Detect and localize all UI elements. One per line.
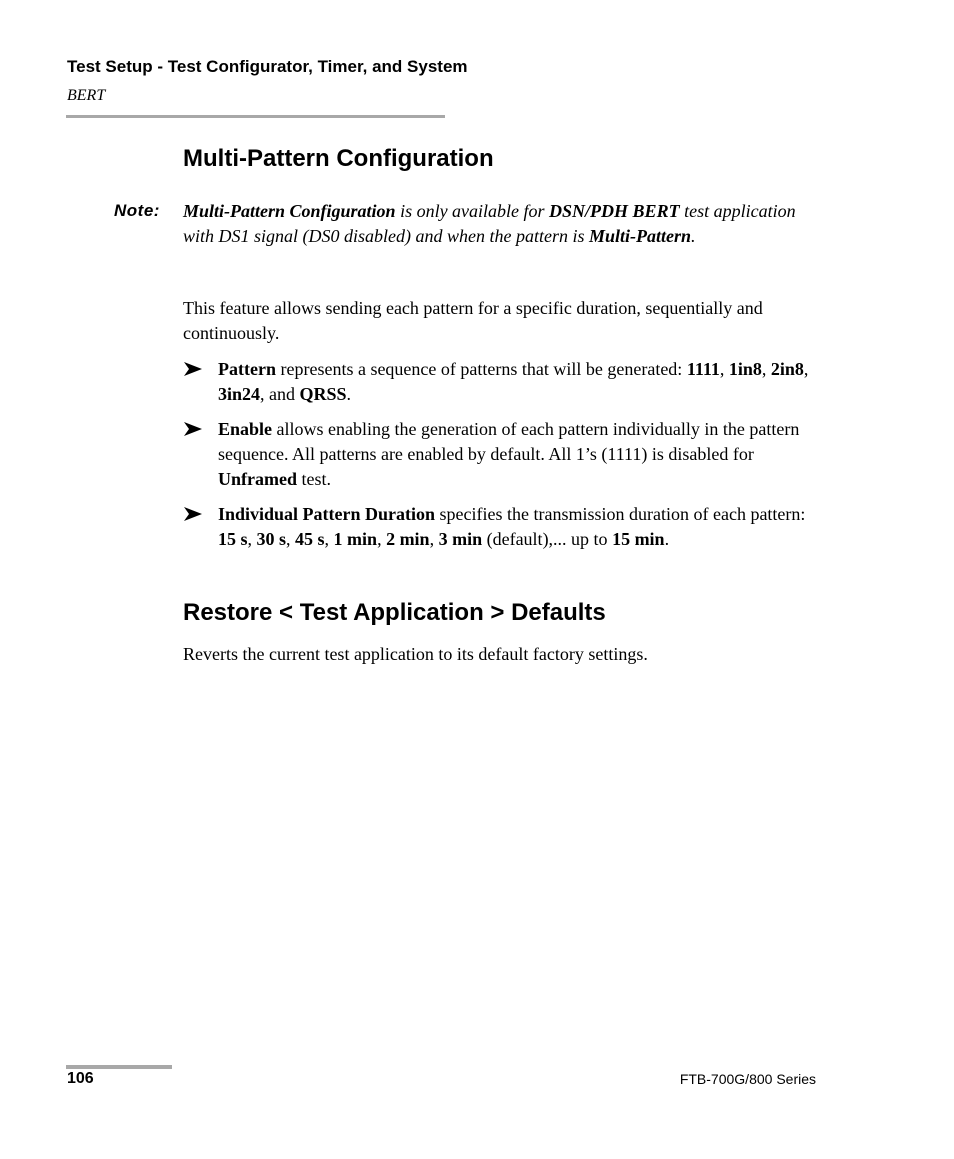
bullet-term: 45 s [295,529,325,549]
arrowhead-bullet-icon [183,421,203,437]
bullet-term: 1in8 [728,359,762,379]
intro-paragraph: This feature allows sending each pattern for a specific duration, sequentially and continuously. [183,298,763,343]
note-segment: is only available for [395,201,550,221]
bullet-segment: , [761,359,771,379]
bullet-term: 30 s [256,529,287,549]
bullet-term: Individual Pattern Duration [218,504,436,524]
bullet-term: QRSS [299,384,347,404]
bullet-segment: . [346,384,352,404]
note-term: Multi-Pattern [588,226,691,246]
bullet-segment: , [377,529,387,549]
section-heading-restore-defaults: Restore < Test Application > Defaults [183,599,606,626]
bullet-segment: . [664,529,670,549]
running-header-title: Test Setup - Test Configurator, Timer, and System [67,57,468,76]
header-divider [66,115,445,118]
restore-defaults-description: Reverts the current test application to its default factory settings. [183,644,648,664]
bullet-term: 1 min [333,529,378,549]
bullet-term: 2 min [386,529,430,549]
product-series-label: FTB-700G/800 Series [679,1071,816,1087]
bullet-segment: , [286,529,296,549]
bullet-segment: , [803,359,809,379]
note-text [183,199,803,249]
bullet-segment: specifies the transmission duration of each pattern: [435,504,806,524]
bullet-segment: , [719,359,729,379]
bullet-term: 15 min [612,529,665,549]
bullet-term: 2in8 [770,359,804,379]
note-segment: . [691,226,696,246]
bullet-term: Unframed [218,469,297,489]
bullet-term: Enable [218,419,273,439]
bullet-text [218,417,823,492]
bullet-segment: (default),... up to [482,529,613,549]
bullet-term: 15 s [218,529,248,549]
arrowhead-bullet-icon [183,361,203,377]
arrowhead-bullet-icon [183,506,203,522]
bullet-segment: , and [260,384,300,404]
bullet-term: Pattern [218,359,276,379]
bullet-text [218,357,823,407]
note-term: Multi-Pattern Configuration [183,201,396,221]
bullet-segment: test. [297,469,331,489]
bullet-term: 1111 [686,359,720,379]
note-segment: test application with DS1 signal (DS0 disabled) and when the pattern is [183,201,796,246]
bullet-segment: , [324,529,334,549]
page-number: 106 [67,1070,94,1087]
bullet-segment: represents a sequence of patterns that will be generated: [275,359,687,379]
bullet-term: 3 min [438,529,483,549]
footer-divider [66,1065,172,1069]
bullet-term: 3in24 [218,384,261,404]
running-header-subtitle: BERT [67,87,106,104]
bullet-segment: , [247,529,257,549]
note-label: Note: [114,201,160,220]
section-heading-multi-pattern: Multi-Pattern Configuration [183,145,494,172]
note-term: DSN/PDH BERT [549,201,680,221]
bullet-segment: , [429,529,439,549]
bullet-segment: allows enabling the generation of each pattern individually in the pattern sequence. All patterns are enabled by default. All 1’s (1111) is disabled for [218,419,800,464]
bullet-text [218,502,823,552]
